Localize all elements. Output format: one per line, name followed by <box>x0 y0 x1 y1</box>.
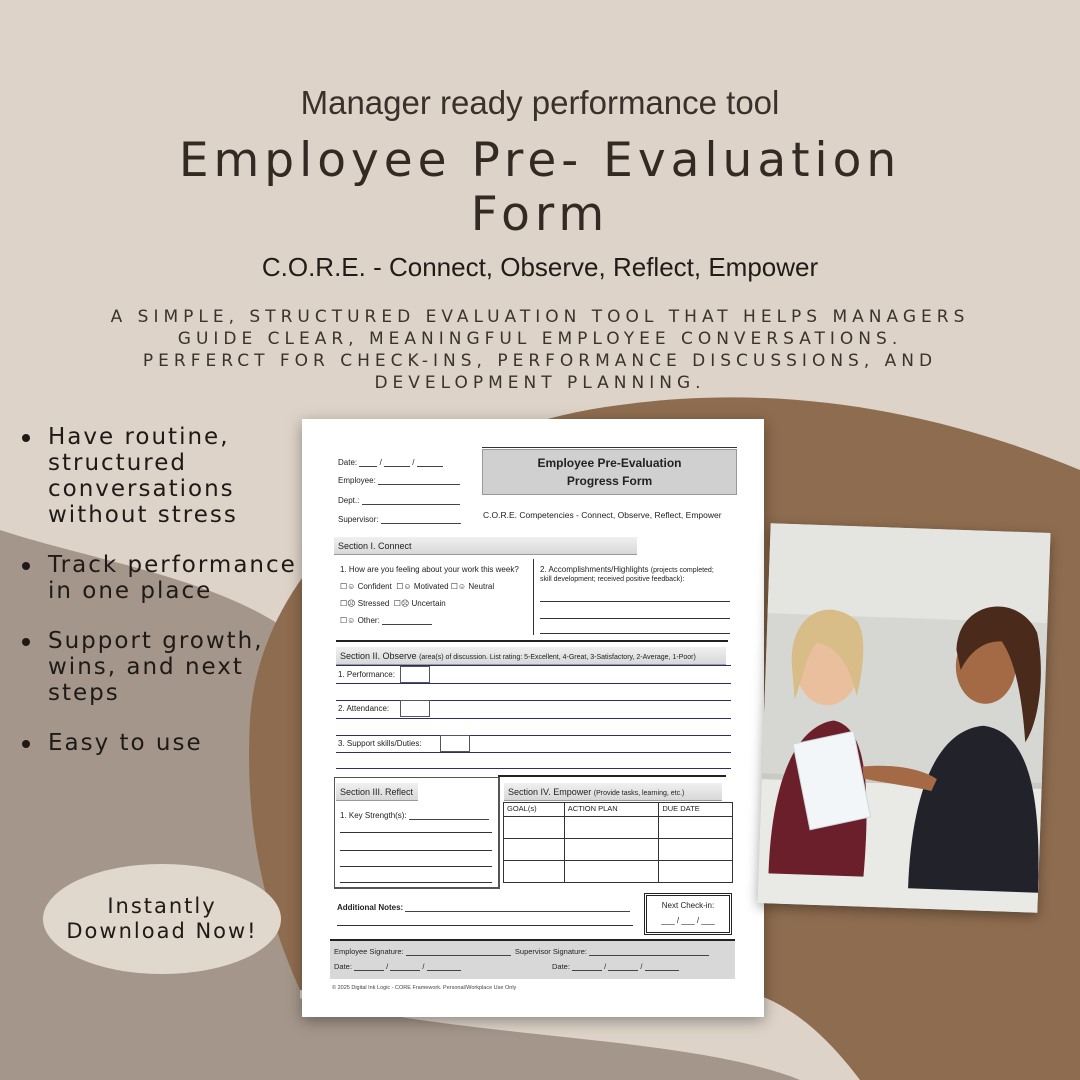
download-cta-label: Instantly Download Now! <box>66 894 258 943</box>
core-subtitle: C.O.R.E. - Connect, Observe, Reflect, Empower <box>261 252 819 282</box>
q1-text: 1. How are you feeling about your work this week? <box>340 565 519 574</box>
section-reflect: Section III. Reflect <box>336 783 418 801</box>
feature-item: Track performance in one place <box>20 552 305 604</box>
tagline: Manager ready performance tool <box>300 84 780 121</box>
feature-list <box>20 424 305 780</box>
employee-label: Employee: <box>338 476 376 485</box>
office-meeting-photo <box>757 523 1050 913</box>
form-footer: © 2025 Digital Ink Logic - CORE Framework. Personal/Workplace Use Only <box>332 985 517 991</box>
dept-label: Dept.: <box>338 496 360 505</box>
next-checkin-box: Next Check-in: ___ / ___ / ___ <box>644 893 732 935</box>
description: A SIMPLE, STRUCTURED EVALUATION TOOL THAT HELPS MANAGERS GUIDE CLEAR, MEANINGFUL EMPLOYEE CONVERSATIONS. PERFERCT FOR CHECK-INS, PERFORMANCE DISCUSSIONS, AND DEVELOPMENT PLANNING. <box>110 307 970 393</box>
date-label: Date: <box>338 458 358 467</box>
download-cta[interactable] <box>43 864 281 974</box>
feature-item: Support growth, wins, and next steps <box>20 628 305 706</box>
empower-table: GOAL(s) ACTION PLAN DUE DATE <box>503 802 733 883</box>
meeting-illustration <box>757 523 1050 913</box>
section-empower: Section IV. Empower (Provide tasks, learning, etc.) <box>504 783 722 801</box>
page-title: Employee Pre- Evaluation Form <box>178 133 902 242</box>
form-title: Employee Pre-Evaluation Progress Form <box>482 449 737 495</box>
form-preview: Date: / / Employee: Dept.: Supervisor: Employee Pre-Evaluation Progress Form C.O.R.E. Competencies - Connect, Observe, Reflect, Empower Section I. Connect 1. How are you feeling about your work this week? ☐☺ Confident ☐☺ Motivated ☐☺ Neutral ☐☹ Stressed ☐☹ Uncertain ☐☺ Other: 2. Accomplishments/Highlights (projects completed; skill development; received positive feedback): Section II. Observe (area(s) of discussion. List rating: 5-Excellent, 4-Great, 3-Satisfactory, 2-Average, 1-Poor) 1. Performance: 2. Attendance: 3. Support skills/Duties: Section III. Reflect 1. Key Strength(s): Section IV. Empower (Provide tasks, learning, etc.) GOAL(s) ACTION PLAN DUE DATE Additional Notes: Next Check-in: ___ / ___ / ___ Employee Signature: Supervisor Signature: Date: / / Date: / / © 2025 Digital Ink Logic - CORE Framework. Personal/Workplace Use Only <box>302 419 764 1017</box>
q2-text: 2. Accomplishments/Highlights <box>540 565 649 574</box>
feature-item: Easy to use <box>20 730 305 756</box>
competencies-line: C.O.R.E. Competencies - Connect, Observe, Reflect, Empower <box>483 510 722 520</box>
section-observe: Section II. Observe (area(s) of discussion. List rating: 5-Excellent, 4-Great, 3-Satisfactory, 2-Average, 1-Poor) <box>336 647 726 665</box>
section-connect: Section I. Connect <box>334 537 637 555</box>
supervisor-label: Supervisor: <box>338 515 379 524</box>
feature-item: Have routine, structured conversations without stress <box>20 424 305 528</box>
